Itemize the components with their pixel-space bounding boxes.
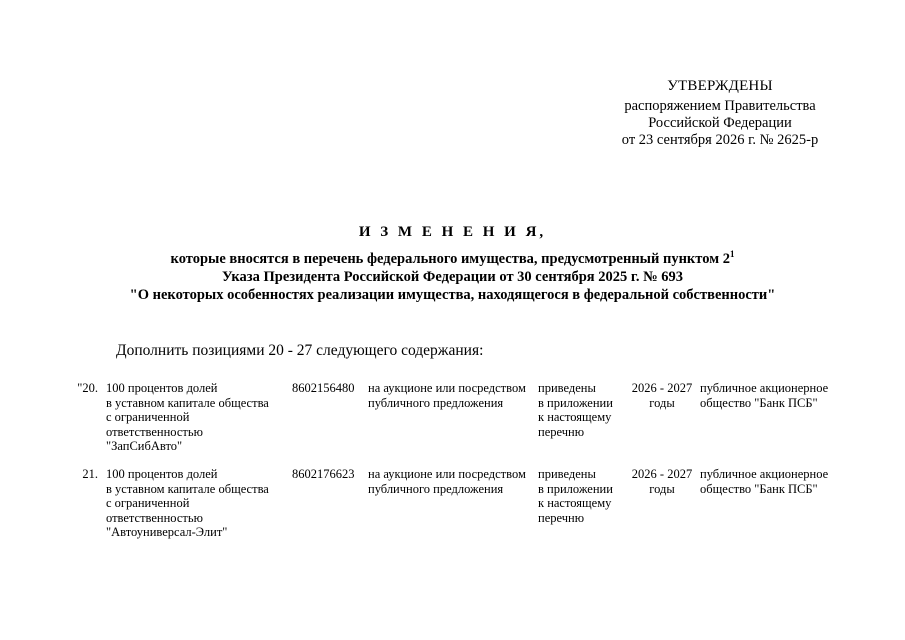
reference-line: перечню	[538, 424, 585, 439]
subtitle-line-3: "О некоторых особенностях реализации имущества, находящегося в федеральной собственности"	[129, 287, 776, 303]
inn-code: 8602156480	[292, 381, 355, 395]
description-line: ответственностью	[106, 424, 203, 439]
reference-line: в приложении	[538, 395, 613, 410]
document-title: И З М Е Н Е Н И Я,	[358, 224, 547, 240]
conditions-reference	[538, 381, 628, 439]
organization-line: общество "Банк ПСБ"	[700, 395, 818, 410]
subtitle-line-1-text: которые вносятся в перечень федерального имущества, предусмотренный пунктом 2	[170, 251, 730, 267]
property-description	[106, 467, 286, 540]
description-line: ответственностью	[106, 510, 203, 525]
position-number: "20.	[77, 381, 98, 395]
period-line: годы	[649, 481, 675, 496]
method-line: публичного предложения	[368, 481, 504, 496]
inn-code: 8602176623	[292, 467, 355, 481]
sale-period	[628, 381, 696, 410]
subtitle-line-1	[0, 250, 905, 268]
reference-line: к настоящему	[538, 410, 612, 424]
description-line: 100 процентов долей	[106, 381, 218, 395]
method-line: на аукционе или посредством	[368, 381, 526, 395]
description-line: "Автоуниверсал-Элит"	[106, 525, 228, 539]
subtitle-line-2: Указа Президента Российской Федерации от 30 сентября 2025 г. № 693	[221, 269, 684, 285]
document-subtitle	[0, 250, 905, 304]
description-line: с ограниченной	[106, 496, 190, 510]
position-number: 21.	[82, 467, 98, 481]
approval-line-1: распоряжением Правительства	[624, 98, 816, 114]
description-line: "ЗапСибАвто"	[106, 439, 183, 453]
responsible-organization	[700, 467, 880, 496]
reference-line: к настоящему	[538, 496, 612, 510]
organization-line: публичное акционерное	[700, 467, 829, 481]
subtitle-superscript: 1	[729, 249, 735, 259]
responsible-organization	[700, 381, 880, 410]
description-line: в уставном капитале общества	[106, 481, 269, 496]
approval-block	[600, 78, 840, 149]
sale-method	[368, 381, 538, 410]
description-line: 100 процентов долей	[106, 467, 218, 481]
description-line: с ограниченной	[106, 410, 190, 424]
conditions-reference	[538, 467, 628, 525]
description-line: в уставном капитале общества	[106, 395, 269, 410]
sale-method	[368, 467, 538, 496]
organization-line: публичное акционерное	[700, 381, 829, 395]
reference-line: перечню	[538, 510, 585, 525]
approval-line-3: от 23 сентября 2026 г. № 2625-р	[621, 132, 819, 148]
period-line: годы	[649, 395, 675, 410]
reference-line: приведены	[538, 467, 596, 481]
reference-line: приведены	[538, 381, 596, 395]
reference-line: в приложении	[538, 481, 613, 496]
approval-line-2: Российской Федерации	[648, 115, 792, 131]
property-description	[106, 381, 286, 454]
method-line: на аукционе или посредством	[368, 467, 526, 481]
period-line: 2026 - 2027	[631, 467, 693, 481]
intro-text: Дополнить позициями 20 - 27 следующего содержания:	[116, 342, 484, 359]
sale-period	[628, 467, 696, 496]
method-line: публичного предложения	[368, 395, 504, 410]
approval-heading: УТВЕРЖДЕНЫ	[667, 78, 773, 94]
organization-line: общество "Банк ПСБ"	[700, 481, 818, 496]
period-line: 2026 - 2027	[631, 381, 693, 395]
